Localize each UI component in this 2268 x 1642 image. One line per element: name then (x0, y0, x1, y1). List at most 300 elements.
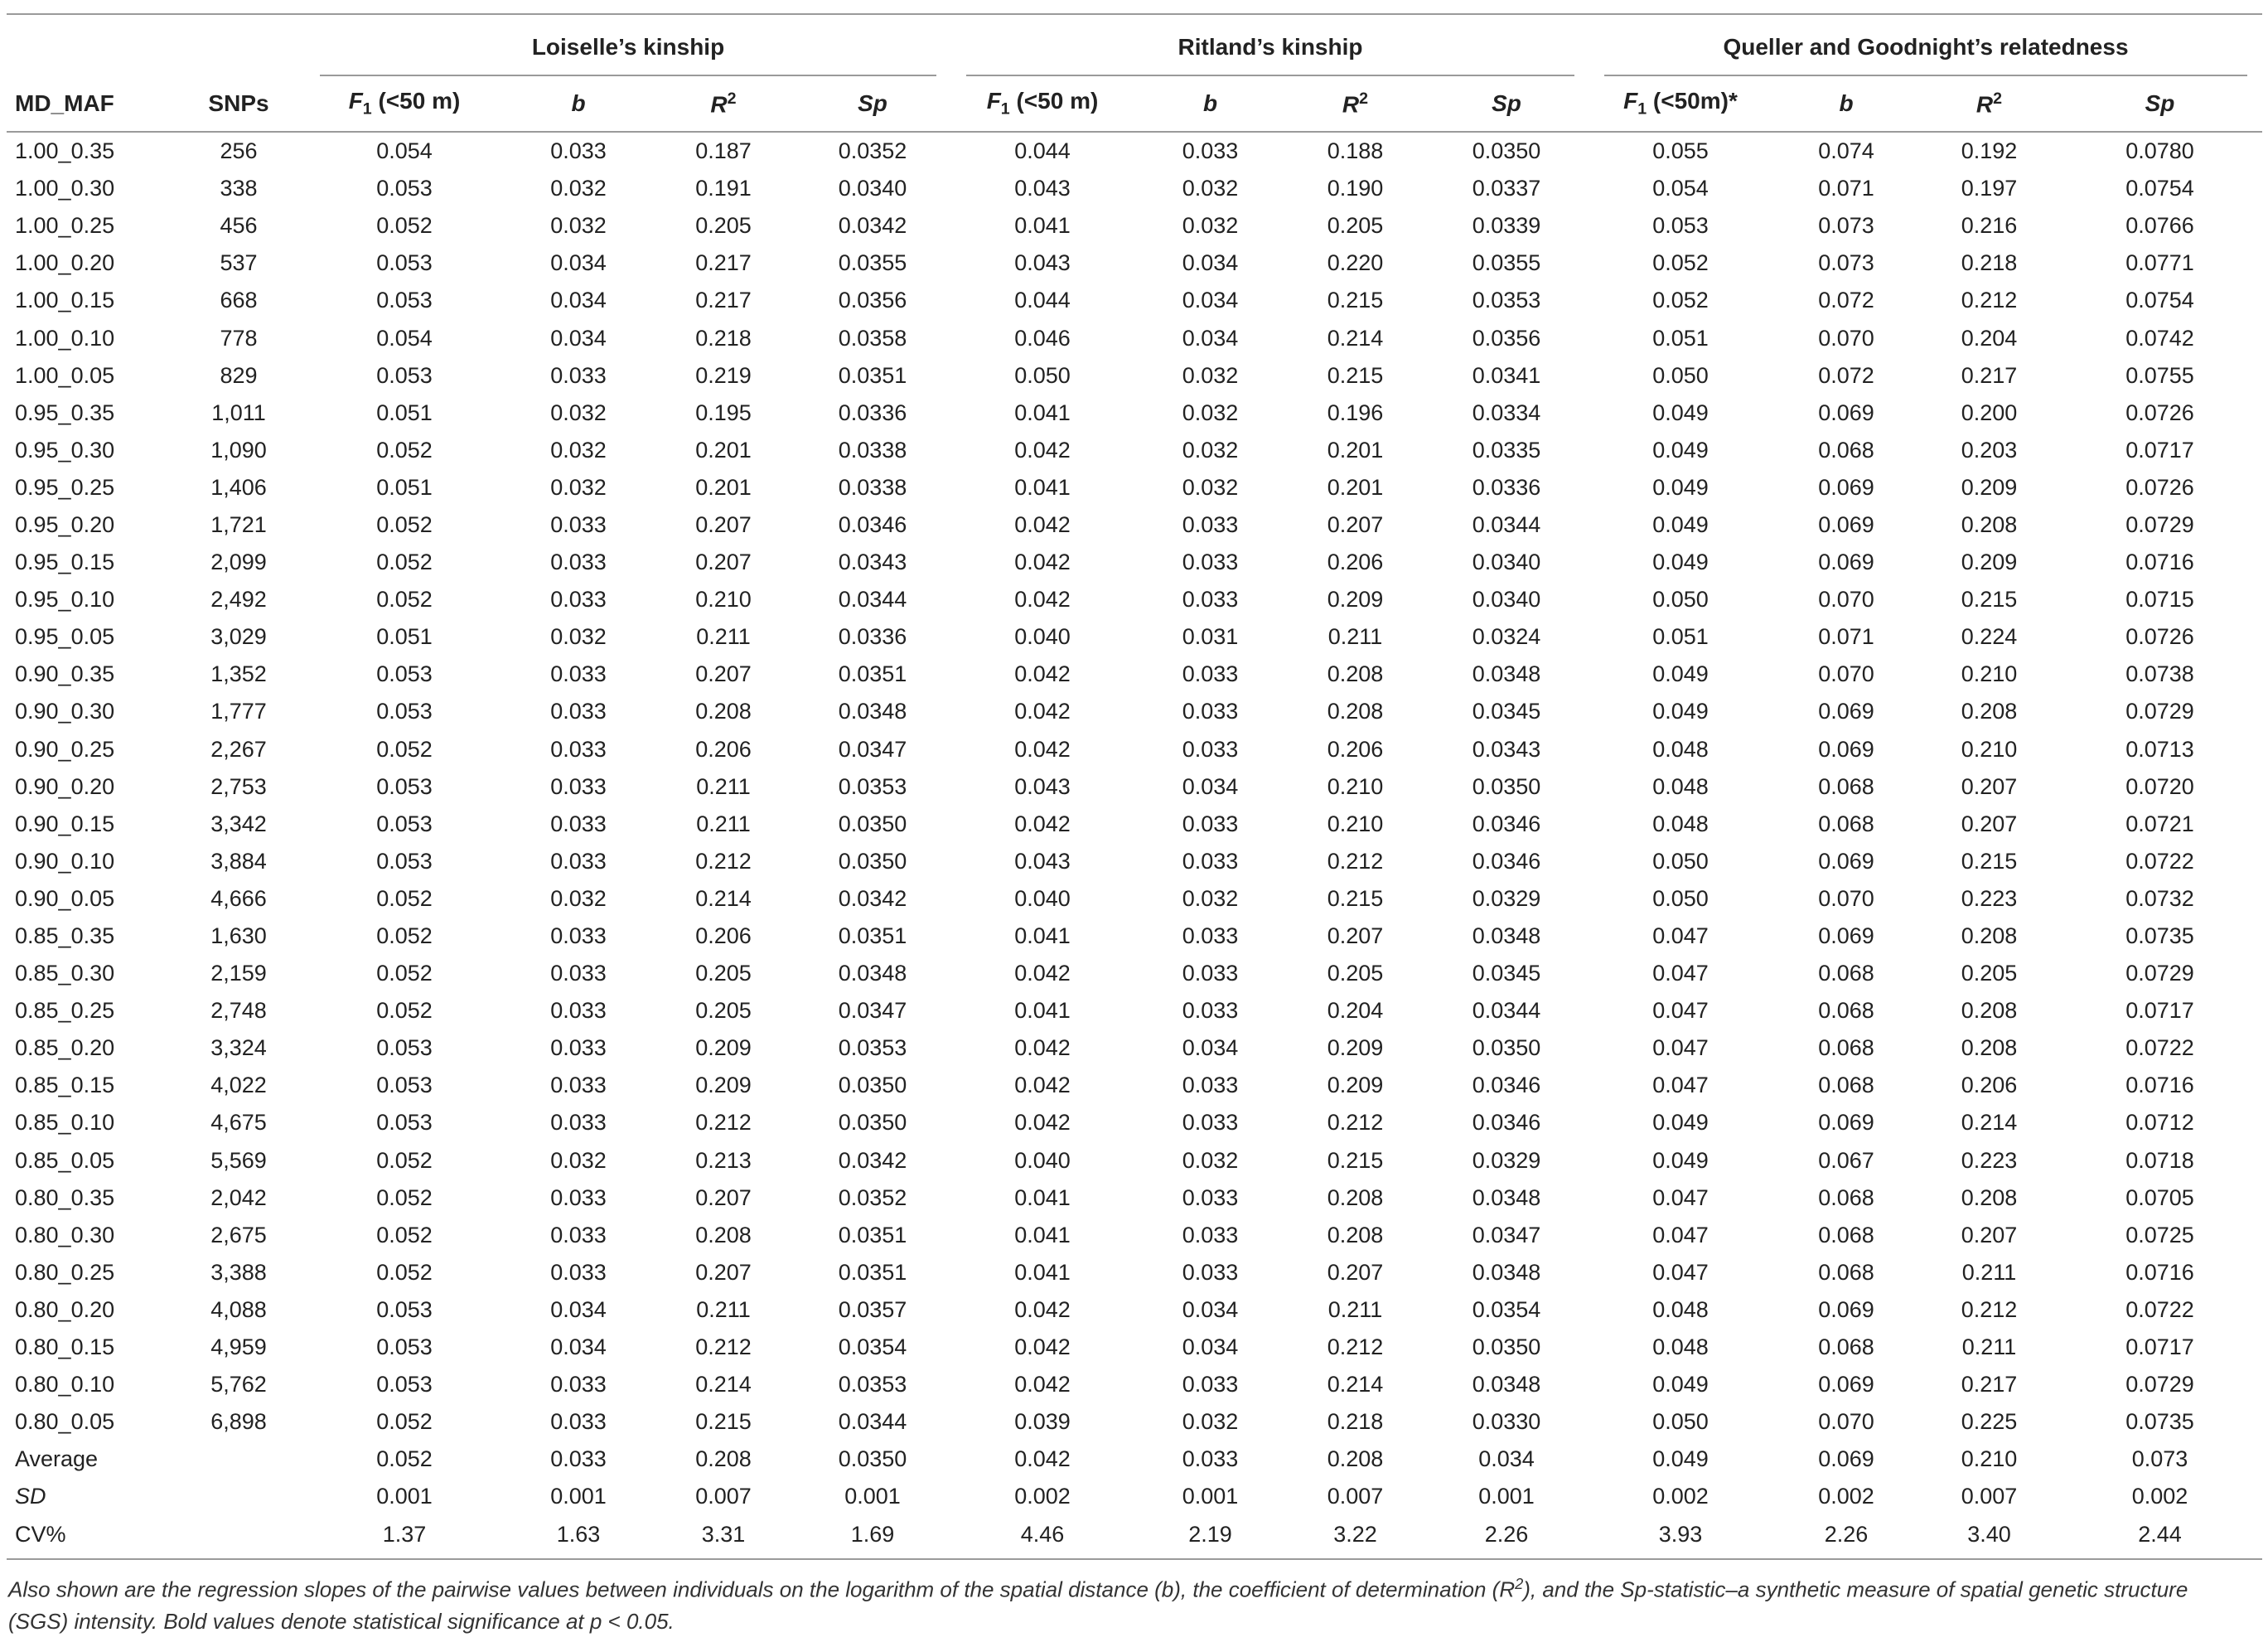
table-cell: 0.069 (1818, 736, 1874, 762)
table-cell: 0.215 (1327, 1147, 1384, 1173)
table-cell: 0.208 (1961, 923, 2018, 949)
table-row (7, 207, 2262, 245)
table-cell: 1.00_0.20 (15, 250, 115, 276)
table-cell: 0.033 (1182, 923, 1239, 949)
table-body (7, 132, 2262, 1553)
table-cell: 0.0356 (838, 288, 907, 313)
summary-cell: 0.208 (695, 1446, 752, 1472)
table-cell: 0.050 (1652, 587, 1709, 613)
table-cell: 0.051 (376, 474, 433, 500)
table-cell: 0.041 (1014, 998, 1071, 1024)
summary-cell: 0.033 (550, 1446, 607, 1472)
table-cell: 1.00_0.30 (15, 176, 115, 201)
table-cell: 0.040 (1014, 885, 1071, 911)
table-cell: 0.195 (695, 400, 752, 425)
table-cell: 0.041 (1014, 213, 1071, 239)
table-cell: 0.203 (1961, 437, 2018, 463)
table-row (7, 955, 2262, 992)
table-cell: 0.068 (1818, 1035, 1874, 1061)
table-row (7, 1179, 2262, 1217)
table-cell: 0.0722 (2125, 1296, 2194, 1322)
table-cell: 0.053 (376, 811, 433, 836)
table-cell: 0.049 (1652, 1110, 1709, 1136)
table-cell: 0.034 (1182, 250, 1239, 276)
table-cell: 0.90_0.35 (15, 661, 115, 687)
table-cell: 0.0729 (2125, 699, 2194, 724)
table-cell: 0.050 (1652, 362, 1709, 388)
table-cell: 0.032 (1182, 213, 1239, 239)
table-cell: 0.85_0.10 (15, 1110, 115, 1136)
table-cell: 0.0717 (2125, 1334, 2194, 1360)
table-cell: 0.048 (1652, 773, 1709, 799)
table-cell: 0.0346 (1472, 848, 1541, 874)
table-cell: 0.0716 (2125, 1259, 2194, 1285)
table-cell: 0.0348 (1472, 1184, 1541, 1210)
table-cell: 1.00_0.10 (15, 325, 115, 351)
table-cell: 0.047 (1652, 1222, 1709, 1247)
table-cell: 456 (220, 213, 258, 239)
table-cell: 0.0347 (1472, 1222, 1541, 1247)
table-cell: 0.068 (1818, 961, 1874, 986)
table-cell: 0.212 (1327, 1110, 1384, 1136)
table-cell: 0.052 (376, 437, 433, 463)
table-cell: 0.80_0.30 (15, 1222, 115, 1247)
table-cell: 0.032 (1182, 1409, 1239, 1435)
table-cell: 0.192 (1961, 138, 2018, 164)
table-cell: 0.223 (1961, 1147, 2018, 1173)
table-cell: 0.052 (376, 587, 433, 613)
table-cell: 0.041 (1014, 400, 1071, 425)
table-cell: 0.042 (1014, 699, 1071, 724)
summary-cell: 0.007 (695, 1484, 752, 1509)
summary-cell: 0.049 (1652, 1446, 1709, 1472)
table-cell: 0.073 (1818, 213, 1874, 239)
table-cell: 0.048 (1652, 1334, 1709, 1360)
table-cell: 2,753 (210, 773, 267, 799)
table-cell: 0.208 (1961, 1184, 2018, 1210)
table-cell: 0.206 (695, 923, 752, 949)
table-cell: 0.0348 (1472, 1372, 1541, 1397)
table-cell: 0.052 (376, 1222, 433, 1247)
table-cell: 0.069 (1818, 400, 1874, 425)
table-cell: 0.0705 (2125, 1184, 2194, 1210)
table-cell: 0.208 (695, 699, 752, 724)
table-cell: 0.0348 (838, 961, 907, 986)
table-cell: 0.218 (695, 325, 752, 351)
table-cell: 0.207 (695, 1259, 752, 1285)
table-cell: 0.0354 (1472, 1296, 1541, 1322)
table-cell: 0.033 (550, 661, 607, 687)
table-cell: 0.207 (1327, 511, 1384, 537)
table-cell: 0.049 (1652, 437, 1709, 463)
table-cell: 0.0712 (2125, 1110, 2194, 1136)
table-cell: 0.210 (695, 587, 752, 613)
table-cell: 0.0355 (1472, 250, 1541, 276)
summary-cell: 2.26 (1824, 1521, 1869, 1547)
table-cell: 0.049 (1652, 550, 1709, 575)
summary-cell: 2.44 (2138, 1521, 2182, 1547)
table-cell: 0.047 (1652, 961, 1709, 986)
table-cell: 0.0342 (838, 1147, 907, 1173)
table-cell: 0.042 (1014, 1073, 1071, 1098)
table-cell: 4,666 (210, 885, 267, 911)
table-cell: 0.071 (1818, 624, 1874, 650)
table-cell: 0.033 (550, 362, 607, 388)
table-cell: 0.033 (550, 1035, 607, 1061)
table-cell: 1.00_0.35 (15, 138, 115, 164)
table-cell: 0.208 (1961, 1035, 2018, 1061)
table-cell: 0.206 (1327, 736, 1384, 762)
table-cell: 5,569 (210, 1147, 267, 1173)
table-cell: 256 (220, 138, 258, 164)
table-cell: 0.033 (550, 848, 607, 874)
table-cell: 0.0351 (838, 661, 907, 687)
summary-cell: 0.001 (376, 1484, 433, 1509)
table-cell: 0.0766 (2125, 213, 2194, 239)
summary-cell: 1.37 (382, 1521, 427, 1547)
table-cell: 0.032 (550, 176, 607, 201)
table-cell: 0.215 (695, 1409, 752, 1435)
table-cell: 0.068 (1818, 1073, 1874, 1098)
table-cell: 0.85_0.20 (15, 1035, 115, 1061)
table-cell: 0.042 (1014, 587, 1071, 613)
table-cell: 0.049 (1652, 699, 1709, 724)
table-cell: 0.047 (1652, 1259, 1709, 1285)
table-cell: 0.032 (1182, 362, 1239, 388)
table-cell: 0.034 (1182, 1035, 1239, 1061)
table-cell: 0.070 (1818, 1409, 1874, 1435)
summary-cell: 3.40 (1967, 1521, 2011, 1547)
table-cell: 0.0344 (838, 587, 907, 613)
table-row (7, 395, 2262, 432)
table-cell: 0.0726 (2125, 474, 2194, 500)
summary-cell: 0.002 (1014, 1484, 1071, 1509)
table-cell: 0.0336 (838, 624, 907, 650)
table-cell: 0.054 (1652, 176, 1709, 201)
bottom-rule (7, 1558, 2262, 1560)
header-sp-queller: Sp (2058, 76, 2262, 132)
table-cell: 0.0343 (1472, 736, 1541, 762)
table-row (7, 1329, 2262, 1366)
table-cell: 0.0346 (1472, 1073, 1541, 1098)
table-cell: 0.032 (550, 213, 607, 239)
table-cell: 0.049 (1652, 511, 1709, 537)
table-cell: 0.069 (1818, 1296, 1874, 1322)
table-cell: 0.0735 (2125, 1409, 2194, 1435)
table-row (7, 656, 2262, 693)
header-r2-ritland: $R^2$ (1287, 76, 1424, 132)
table-cell: 0.074 (1818, 138, 1874, 164)
table-cell: 0.049 (1652, 1147, 1709, 1173)
table-cell: 0.196 (1327, 400, 1384, 425)
table-cell: 0.223 (1961, 885, 2018, 911)
table-cell: 0.032 (550, 437, 607, 463)
table-cell: 0.044 (1014, 288, 1071, 313)
table-cell: 0.0347 (838, 736, 907, 762)
table-cell: 0.0350 (838, 848, 907, 874)
table-cell: 0.034 (1182, 1296, 1239, 1322)
table-cell: 0.052 (376, 736, 433, 762)
table-cell: 778 (220, 325, 258, 351)
table-cell: 0.0329 (1472, 885, 1541, 911)
table-cell: 0.0338 (838, 437, 907, 463)
summary-cell: 3.22 (1333, 1521, 1377, 1547)
table-cell: 0.033 (1182, 1259, 1239, 1285)
table-cell: 0.0334 (1472, 400, 1541, 425)
table-cell: 0.032 (1182, 885, 1239, 911)
table-cell: 0.070 (1818, 325, 1874, 351)
table-cell: 0.068 (1818, 1259, 1874, 1285)
table-cell: 0.043 (1014, 773, 1071, 799)
table-cell: 0.207 (1327, 923, 1384, 949)
summary-cell: 1.63 (556, 1521, 601, 1547)
table-cell: 0.072 (1818, 362, 1874, 388)
table-cell: 0.0337 (1472, 176, 1541, 201)
table-cell: 0.033 (550, 961, 607, 986)
table-cell: 0.0348 (1472, 661, 1541, 687)
table-cell: 0.053 (1652, 213, 1709, 239)
summary-cell: 0.034 (1478, 1446, 1535, 1472)
table-cell: 1.00_0.25 (15, 213, 115, 239)
table-cell: 0.051 (1652, 624, 1709, 650)
table-cell: 0.0346 (1472, 1110, 1541, 1136)
table-cell: 0.042 (1014, 1110, 1071, 1136)
table-cell: 0.033 (550, 1110, 607, 1136)
table-cell: 0.0335 (1472, 437, 1541, 463)
table-cell: 0.90_0.20 (15, 773, 115, 799)
summary-cell: 3.93 (1658, 1521, 1703, 1547)
table-cell: 0.212 (1327, 1334, 1384, 1360)
table-cell: 3,029 (210, 624, 267, 650)
table-cell: 0.0754 (2125, 176, 2194, 201)
table-cell: 0.0726 (2125, 400, 2194, 425)
table-cell: 0.032 (550, 474, 607, 500)
table-cell: 0.201 (1327, 437, 1384, 463)
table-cell: 3,884 (210, 848, 267, 874)
empty-cell (172, 1441, 305, 1478)
table-cell: 0.034 (550, 325, 607, 351)
table-cell: 0.0347 (838, 998, 907, 1024)
table-cell: 0.85_0.25 (15, 998, 115, 1024)
table-cell: 0.052 (376, 213, 433, 239)
table-cell: 1,406 (210, 474, 267, 500)
table-cell: 3,342 (210, 811, 267, 836)
table-cell: 0.047 (1652, 1035, 1709, 1061)
table-cell: 0.034 (1182, 288, 1239, 313)
table-cell: 0.207 (695, 1184, 752, 1210)
table-cell: 0.0715 (2125, 587, 2194, 613)
table-cell: 1,721 (210, 511, 267, 537)
table-cell: 2,267 (210, 736, 267, 762)
table-cell: 0.041 (1014, 1259, 1071, 1285)
header-b-ritland: b (1134, 76, 1287, 132)
summary-cell: 4.46 (1020, 1521, 1065, 1547)
table-cell: 0.0735 (2125, 923, 2194, 949)
table-cell: 0.215 (1961, 587, 2018, 613)
table-cell: 0.219 (695, 362, 752, 388)
table-cell: 0.068 (1818, 811, 1874, 836)
table-cell: 0.033 (1182, 961, 1239, 986)
table-cell: 0.207 (1961, 811, 2018, 836)
table-row (7, 544, 2262, 581)
table-cell: 0.050 (1652, 848, 1709, 874)
table-cell: 0.0738 (2125, 661, 2194, 687)
table-cell: 0.0345 (1472, 699, 1541, 724)
table-cell: 0.214 (695, 1372, 752, 1397)
table-cell: 0.0345 (1472, 961, 1541, 986)
table-cell: 0.85_0.15 (15, 1073, 115, 1098)
table-cell: 0.215 (1327, 362, 1384, 388)
table-cell: 0.041 (1014, 1184, 1071, 1210)
table-cell: 0.210 (1961, 736, 2018, 762)
table-cell: 0.215 (1961, 848, 2018, 874)
table-row (7, 1217, 2262, 1254)
table-cell: 0.211 (696, 773, 751, 799)
table-cell: 0.033 (1182, 1372, 1239, 1397)
table-cell: 0.207 (1961, 1222, 2018, 1247)
table-cell: 0.033 (1182, 511, 1239, 537)
table-cell: 0.0340 (1472, 587, 1541, 613)
table-cell: 0.033 (1182, 550, 1239, 575)
table-cell: 0.0357 (838, 1296, 907, 1322)
table-cell: 0.033 (550, 923, 607, 949)
table-cell: 0.053 (376, 250, 433, 276)
table-cell: 0.208 (1327, 699, 1384, 724)
table-cell: 1,777 (210, 699, 267, 724)
table-cell: 0.032 (1182, 1147, 1239, 1173)
header-f1-queller: $F_1$ (<50m)* (1589, 76, 1772, 132)
table-cell: 0.207 (695, 511, 752, 537)
table-cell: 0.053 (376, 699, 433, 724)
table-cell: 0.214 (695, 885, 752, 911)
table-cell: 0.034 (550, 1334, 607, 1360)
table-cell: 0.051 (376, 400, 433, 425)
table-cell: 0.040 (1014, 624, 1071, 650)
table-cell: 0.201 (695, 437, 752, 463)
table-cell: 0.208 (695, 1222, 752, 1247)
table-cell: 0.0718 (2125, 1147, 2194, 1173)
table-cell: 0.213 (695, 1147, 752, 1173)
table-cell: 0.041 (1014, 923, 1071, 949)
table-cell: 1.00_0.05 (15, 362, 115, 388)
table-row (7, 1104, 2262, 1141)
table-cell: 0.211 (1327, 1296, 1383, 1322)
table-cell: 0.050 (1652, 1409, 1709, 1435)
table-cell: 0.0338 (838, 474, 907, 500)
summary-row (7, 1441, 2262, 1478)
table-row (7, 1254, 2262, 1291)
table-cell: 0.0344 (1472, 998, 1541, 1024)
table-cell: 0.032 (1182, 400, 1239, 425)
table-cell: 0.207 (1961, 773, 2018, 799)
table-cell: 0.205 (695, 998, 752, 1024)
table-cell: 0.0329 (1472, 1147, 1541, 1173)
table-cell: 0.95_0.25 (15, 474, 115, 500)
table-cell: 0.80_0.20 (15, 1296, 115, 1322)
table-cell: 0.205 (1327, 961, 1384, 986)
table-row (7, 432, 2262, 469)
table-cell: 0.0726 (2125, 624, 2194, 650)
group-loiselle: Loiselle’s kinship (305, 18, 951, 76)
table-cell: 0.048 (1652, 1296, 1709, 1322)
table-cell: 2,748 (210, 998, 267, 1024)
table-cell: 0.0344 (838, 1409, 907, 1435)
table-cell: 0.071 (1818, 176, 1874, 201)
table-cell: 0.052 (376, 885, 433, 911)
table-cell: 0.069 (1818, 923, 1874, 949)
table-cell: 0.032 (550, 624, 607, 650)
table-cell: 0.211 (1327, 624, 1383, 650)
table-cell: 0.069 (1818, 699, 1874, 724)
table-cell: 1,630 (210, 923, 267, 949)
table-cell: 0.053 (376, 1035, 433, 1061)
table-cell: 0.070 (1818, 587, 1874, 613)
table-cell: 0.033 (550, 1222, 607, 1247)
table-cell: 0.95_0.20 (15, 511, 115, 537)
table-cell: 0.0336 (1472, 474, 1541, 500)
table-cell: 0.055 (1652, 138, 1709, 164)
table-cell: 0.90_0.05 (15, 885, 115, 911)
group-header-row (7, 18, 2262, 76)
table-cell: 0.033 (550, 998, 607, 1024)
table-cell: 0.033 (550, 587, 607, 613)
table-cell: 0.043 (1014, 848, 1071, 874)
summary-cell: 0.0350 (838, 1446, 907, 1472)
summary-cell: 2.19 (1188, 1521, 1232, 1547)
summary-cell: 3.31 (701, 1521, 746, 1547)
table-cell: 0.033 (1182, 736, 1239, 762)
table-cell: 2,099 (210, 550, 267, 575)
table-cell: 0.0350 (1472, 1035, 1541, 1061)
table-cell: 0.0729 (2125, 961, 2194, 986)
table-cell: 0.0344 (1472, 511, 1541, 537)
table-cell: 0.0353 (1472, 288, 1541, 313)
table-cell: 0.208 (1961, 511, 2018, 537)
table-cell: 0.033 (550, 138, 607, 164)
table-cell: 0.208 (1961, 699, 2018, 724)
table-cell: 0.208 (1961, 998, 2018, 1024)
table-cell: 829 (220, 362, 258, 388)
table-cell: 0.0755 (2125, 362, 2194, 388)
table-cell: 0.033 (1182, 811, 1239, 836)
table-cell: 0.068 (1818, 773, 1874, 799)
table-cell: 0.0742 (2125, 325, 2194, 351)
table-cell: 0.0350 (1472, 773, 1541, 799)
table-cell: 0.205 (695, 961, 752, 986)
table-cell: 0.95_0.15 (15, 550, 115, 575)
table-cell: 0.052 (376, 1409, 433, 1435)
table-cell: 0.033 (550, 1073, 607, 1098)
summary-label: CV% (15, 1521, 66, 1547)
table-cell: 0.214 (1327, 325, 1384, 351)
table-cell: 0.053 (376, 848, 433, 874)
table-cell: 0.034 (1182, 1334, 1239, 1360)
table-cell: 0.90_0.15 (15, 811, 115, 836)
table-cell: 0.052 (376, 550, 433, 575)
table-cell: 0.033 (550, 550, 607, 575)
table-cell: 0.209 (1327, 587, 1384, 613)
table-cell: 0.053 (376, 1372, 433, 1397)
table-cell: 0.0348 (1472, 1259, 1541, 1285)
table-cell: 0.215 (1327, 885, 1384, 911)
table-row (7, 880, 2262, 918)
table-cell: 4,675 (210, 1110, 267, 1136)
table-cell: 0.069 (1818, 511, 1874, 537)
header-sp-ritland: Sp (1424, 76, 1589, 132)
table-cell: 0.053 (376, 1334, 433, 1360)
table-cell: 0.85_0.05 (15, 1147, 115, 1173)
table-cell: 0.209 (1327, 1035, 1384, 1061)
